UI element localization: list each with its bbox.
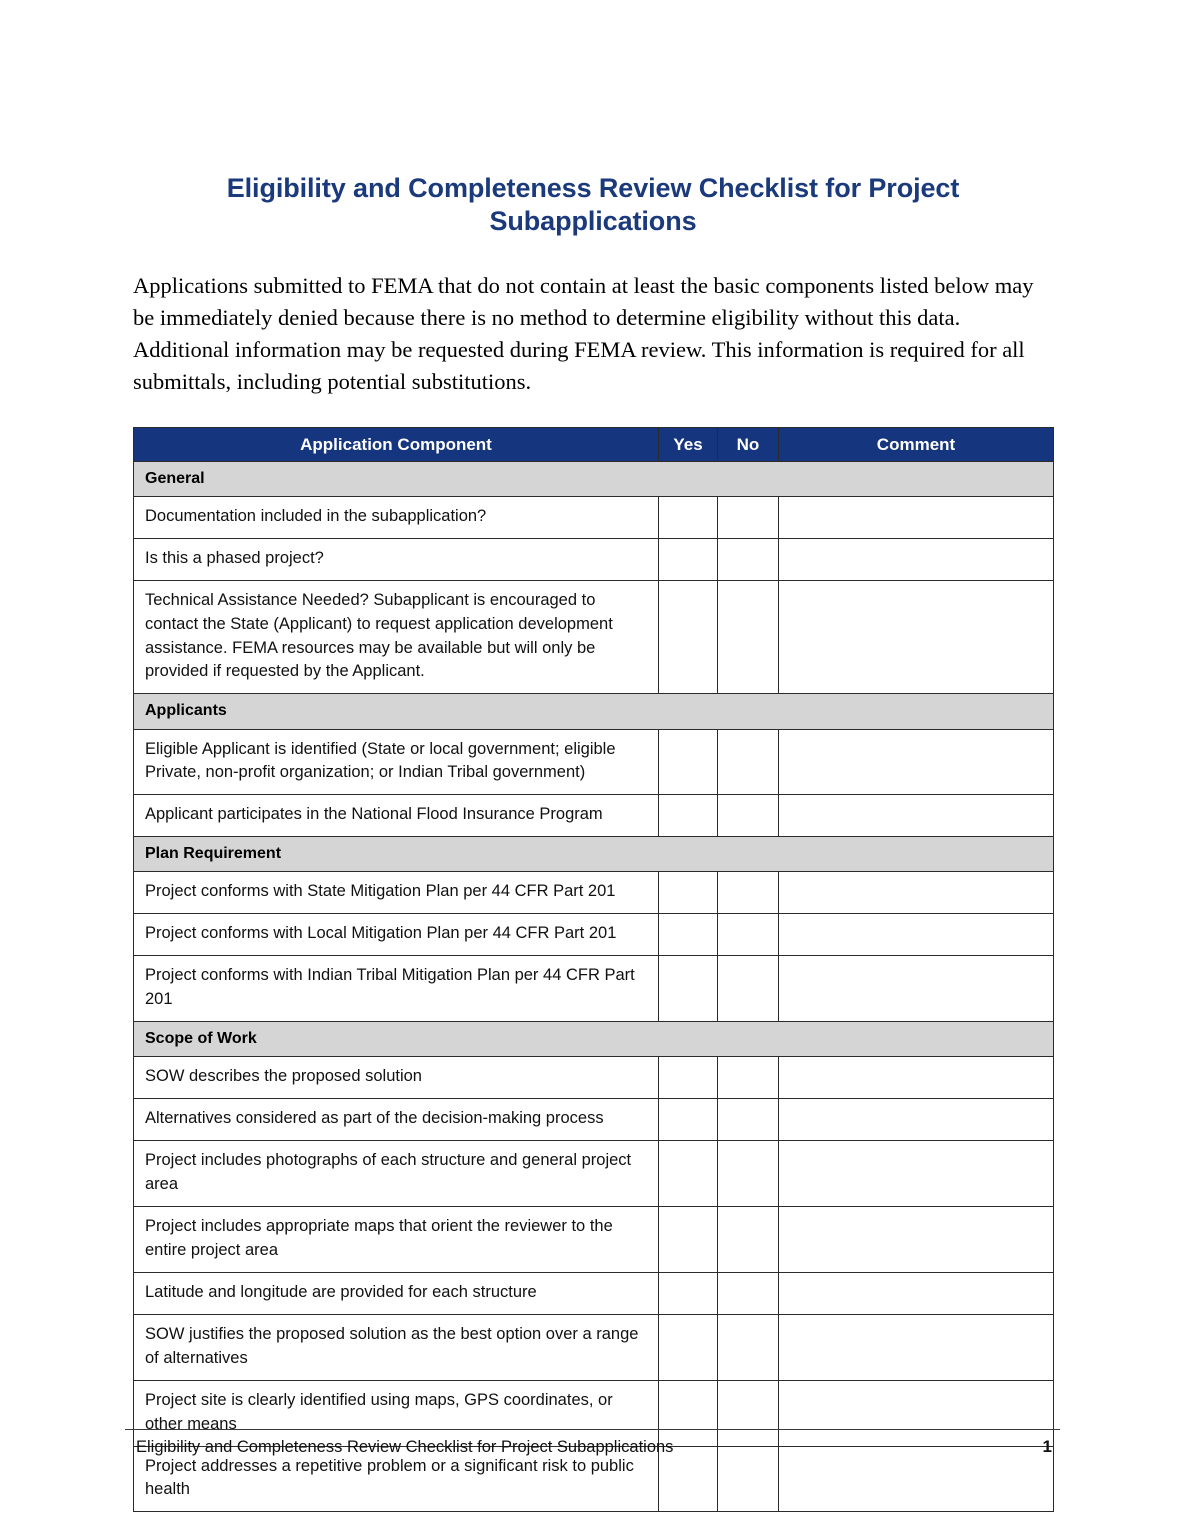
cell-application-component: SOW describes the proposed solution	[134, 1057, 659, 1099]
table-row	[134, 1272, 1054, 1314]
cell-application-component: Project includes appropriate maps that orient the reviewer to the entire project area	[134, 1207, 659, 1273]
cell-comment[interactable]	[779, 914, 1054, 956]
cell-comment[interactable]	[779, 1272, 1054, 1314]
table-row	[134, 872, 1054, 914]
cell-application-component: Applicant participates in the National Flood Insurance Program	[134, 795, 659, 837]
footer-title: Eligibility and Completeness Review Checklist for Project Subapplications	[136, 1438, 674, 1456]
column-header-no: No	[718, 427, 779, 461]
table-row	[134, 914, 1054, 956]
cell-application-component: Alternatives considered as part of the decision-making process	[134, 1099, 659, 1141]
section-header-row	[134, 694, 1054, 729]
table-row	[134, 538, 1054, 580]
table-row	[134, 1207, 1054, 1273]
cell-no-checkbox[interactable]	[718, 1099, 779, 1141]
section-label: Applicants	[134, 694, 1054, 729]
cell-application-component: Project site is clearly identified using maps, GPS coordinates, or other means	[134, 1380, 659, 1446]
table-row	[134, 580, 1054, 694]
footer-page-number: 1	[1042, 1437, 1052, 1456]
section-header-row	[134, 461, 1054, 496]
cell-no-checkbox[interactable]	[718, 1272, 779, 1314]
cell-yes-checkbox[interactable]	[659, 1099, 718, 1141]
cell-comment[interactable]	[779, 872, 1054, 914]
cell-comment[interactable]	[779, 1207, 1054, 1273]
cell-no-checkbox[interactable]	[718, 795, 779, 837]
cell-no-checkbox[interactable]	[718, 496, 779, 538]
cell-comment[interactable]	[779, 1099, 1054, 1141]
cell-no-checkbox[interactable]	[718, 1141, 779, 1207]
cell-yes-checkbox[interactable]	[659, 1141, 718, 1207]
cell-no-checkbox[interactable]	[718, 729, 779, 795]
table-body	[134, 461, 1054, 1512]
table-row	[134, 795, 1054, 837]
cell-application-component: Project conforms with Local Mitigation Plan per 44 CFR Part 201	[134, 914, 659, 956]
cell-comment[interactable]	[779, 1314, 1054, 1380]
cell-yes-checkbox[interactable]	[659, 956, 718, 1022]
cell-comment[interactable]	[779, 795, 1054, 837]
section-label: Scope of Work	[134, 1022, 1054, 1057]
cell-comment[interactable]	[779, 496, 1054, 538]
cell-comment[interactable]	[779, 956, 1054, 1022]
section-label: Plan Requirement	[134, 837, 1054, 872]
section-header-row	[134, 1022, 1054, 1057]
cell-no-checkbox[interactable]	[718, 872, 779, 914]
table-header-row	[134, 427, 1054, 461]
footer-divider	[125, 1429, 1060, 1430]
cell-no-checkbox[interactable]	[718, 580, 779, 694]
cell-application-component: Technical Assistance Needed? Subapplicant is encouraged to contact the State (Applicant) to request application development assistance. FEMA resources may be available but will only be provided if requested by the Applicant.	[134, 580, 659, 694]
cell-yes-checkbox[interactable]	[659, 872, 718, 914]
intro-paragraph: Applications submitted to FEMA that do not contain at least the basic components listed below may be immediately denied because there is no method to determine eligibility without this data. Additional information may be requested during FEMA review. This information is required for all submittals, including potential substitutions.	[133, 272, 1034, 395]
cell-yes-checkbox[interactable]	[659, 496, 718, 538]
cell-no-checkbox[interactable]	[718, 1314, 779, 1380]
cell-yes-checkbox[interactable]	[659, 580, 718, 694]
cell-comment[interactable]	[779, 580, 1054, 694]
cell-comment[interactable]	[779, 1141, 1054, 1207]
cell-no-checkbox[interactable]	[718, 1207, 779, 1273]
cell-yes-checkbox[interactable]	[659, 729, 718, 795]
cell-yes-checkbox[interactable]	[659, 795, 718, 837]
column-header-yes: Yes	[659, 427, 718, 461]
cell-application-component: Project conforms with State Mitigation Plan per 44 CFR Part 201	[134, 872, 659, 914]
cell-application-component: Latitude and longitude are provided for each structure	[134, 1272, 659, 1314]
table-header	[134, 427, 1054, 461]
cell-no-checkbox[interactable]	[718, 538, 779, 580]
cell-no-checkbox[interactable]	[718, 1057, 779, 1099]
cell-application-component: Eligible Applicant is identified (State or local government; eligible Private, non-profit organization; or Indian Tribal government)	[134, 729, 659, 795]
cell-application-component: Project addresses a repetitive problem or a significant risk to public health	[134, 1446, 659, 1512]
cell-application-component: Documentation included in the subapplication?	[134, 496, 659, 538]
table-row	[134, 496, 1054, 538]
cell-no-checkbox[interactable]	[718, 956, 779, 1022]
table-row	[134, 729, 1054, 795]
cell-yes-checkbox[interactable]	[659, 538, 718, 580]
cell-no-checkbox[interactable]	[718, 914, 779, 956]
cell-application-component: SOW justifies the proposed solution as the best option over a range of alternatives	[134, 1314, 659, 1380]
cell-yes-checkbox[interactable]	[659, 1314, 718, 1380]
cell-yes-checkbox[interactable]	[659, 1057, 718, 1099]
cell-comment[interactable]	[779, 538, 1054, 580]
section-label: General	[134, 461, 1054, 496]
page-footer	[136, 1437, 1052, 1457]
page-content	[133, 0, 1053, 1512]
cell-comment[interactable]	[779, 729, 1054, 795]
column-header-comment: Comment	[779, 427, 1054, 461]
column-header-application-component: Application Component	[134, 427, 659, 461]
table-row	[134, 1141, 1054, 1207]
page-title: Eligibility and Completeness Review Checklist for Project Subapplications	[226, 173, 960, 237]
cell-yes-checkbox[interactable]	[659, 914, 718, 956]
cell-application-component: Project includes photographs of each structure and general project area	[134, 1141, 659, 1207]
cell-application-component: Project conforms with Indian Tribal Mitigation Plan per 44 CFR Part 201	[134, 956, 659, 1022]
table-row	[134, 1099, 1054, 1141]
cell-comment[interactable]	[779, 1057, 1054, 1099]
table-row	[134, 1314, 1054, 1380]
section-header-row	[134, 837, 1054, 872]
cell-yes-checkbox[interactable]	[659, 1207, 718, 1273]
cell-yes-checkbox[interactable]	[659, 1272, 718, 1314]
cell-application-component: Is this a phased project?	[134, 538, 659, 580]
table-row	[134, 956, 1054, 1022]
eligibility-checklist-table	[133, 427, 1054, 1513]
table-row	[134, 1057, 1054, 1099]
